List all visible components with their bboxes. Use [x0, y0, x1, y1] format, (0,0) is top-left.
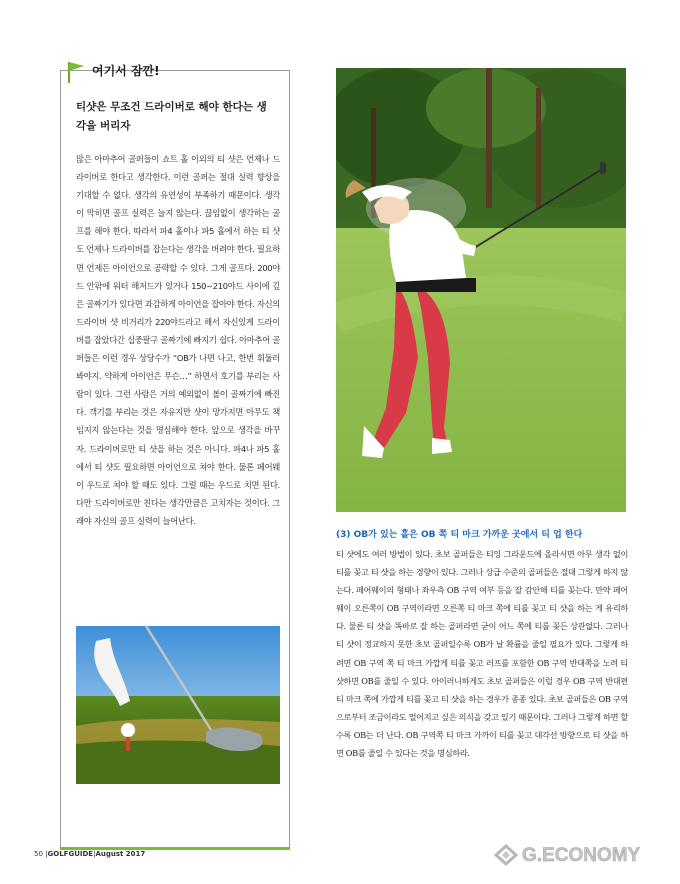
tip-box-title: 여기서 잠깐!	[92, 64, 160, 78]
golf-club-ball-image	[76, 626, 280, 784]
magazine-name: GOLFGUIDE	[47, 850, 94, 858]
footer-sep: |	[45, 850, 48, 858]
issue-date: August 2017	[95, 850, 146, 858]
g-economy-logo	[492, 840, 662, 870]
green-flag-icon	[66, 60, 86, 84]
logo-text: G.ECONOMY	[522, 845, 641, 866]
golfer-photo	[336, 68, 626, 512]
page-footer	[34, 850, 145, 858]
article-body: 티 샷에도 여러 방법이 있다. 초보 골퍼들은 티잉 그라운드에 올라서면 아무 생각 없이 티를 꽂고 티 샷을 하는 경향이 있다. 그러나 상급 수준의 골퍼들은 절대 그렇게 하지 않는다. 페어웨이의 형태나 좌우측 OB 구역 여부 등을 잘 감안해 티를 꽂는다. 만약 페어웨이 오른쪽이 OB 구역이라면 오른쪽 티 마크 쪽에 티를 꽂고 티 샷을 하는 게 유리하다. 물론 티 샷을 똑바로 잘 하는 골퍼라면 굳이 어느 쪽에 티를 꽂든 상관없다. 그러나 티 샷이 정교하지 못한 초보 골퍼일수록 OB가 날 확률을 줄일 필요가 있다. 그렇게 하려면 OB 구역 쪽 티 마크 가깝게 티를 꽂고 러프를 포함한 OB 구역 반대쪽을 노려 티 샷하면 OB를 줄일 수 있다. 아이러니하게도 초보 골퍼들은 이럴 경우 OB 구역 반대편 티 마크 쪽에 가깝게 티를 꽂고 티 샷을 하는 경우가 종종 있다. 초보 골퍼들은 OB 구역으로부터 조금이라도 멀어지고 싶은 의식을 갖고 있기 때문이다. 그러나 그렇게 하면 할수록 OB는 더 난다. OB 구역쪽 티 마크 가까이 티를 꽂고 대각선 방향으로 티 샷을 하면 OB를 줄일 수 있다는 것을 명심하라.	[336, 549, 628, 759]
page-number: 50	[34, 850, 43, 858]
section-heading: (3) OB가 있는 홀은 OB 쪽 티 마크 가까운 곳에서 티 업 한다	[336, 530, 583, 540]
tip-box-subtitle: 티샷은 무조건 드라이버로 해야 한다는 생각을 버리자	[76, 101, 267, 132]
tip-box-body: 많은 아마추어 골퍼들이 쇼트 홀 이외의 티 샷은 언제나 드라이버로 한다고 생각한다. 이런 골퍼는 절대 실력 향상을 기대할 수 없다. 생각의 유연성이 부족하기 때문이다. 생각이 막히면 골프 실력은 늘지 않는다. 끊임없이 생각하는 골프를 해야 한다. 따라서 파4 홀이나 파5 홀에서 하는 티 샷도 언제나 드라이버를 잡는다는 생각을 버려야 한다. 필요하면 언제든 아이언으로 공략할 수 있다. 그게 골프다. 200야드 안팎에 워터 해저드가 있거나 150~210야드 사이에 깊은 골짜기가 있다면 과감하게 아이언을 잡아야 한다. 자신의 드라이버 샷 비거리가 220야드라고 해서 자신있게 드라이버를 잡았다간 십중팔구 골짜기에 빠지기 쉽다. 아마추어 골퍼들은 이런 경우 상당수가 “OB가 나면 나고, 한번 휘둘러 봐야지. 약하게 아이언은 무슨…” 하면서 호기를 부리는 사람이 있다. 그런 사람은 거의 예외없이 볼이 골짜기에 빠진다. 객기를 부리는 것은 자유지만 샷이 망가지면 아무도 책임지지 않는다는 것을 명심해야 한다. 앞으로 생각을 바꾸자. 드라이버로만 티 샷을 하는 것은 아니다. 파4나 파5 홀에서 티 샷도 필요하면 아이언으로 쳐야 한다. 물론 페어웨이 우드로 쳐야 할 때도 있다. 그럴 때는 우드로 치면 된다. 다만 드라이버로만 친다는 생각만큼은 고치자는 것이다. 그래야 자신의 골프 실력이 늘어난다.	[76, 154, 280, 526]
footer-sep: |	[93, 850, 96, 858]
